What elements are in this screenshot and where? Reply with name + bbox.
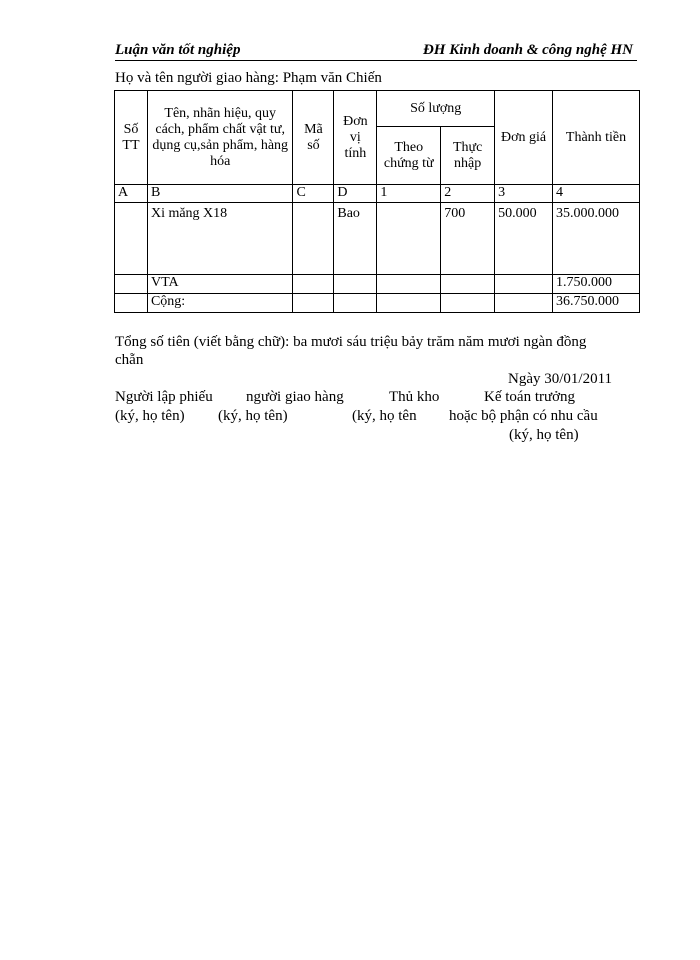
signature-note-preparer: (ký, họ tên) (115, 408, 185, 424)
column-code: D (334, 185, 377, 203)
signature-title-preparer: Người lập phiếu (115, 389, 213, 405)
item-price: 50.000 (495, 203, 553, 275)
amount-in-words: Tổng số tiên (viết bằng chữ): ba mươi sáu triệu bảy trăm năm mươi ngàn đồng chẵn (115, 334, 587, 368)
header-item-name: Tên, nhãn hiệu, quy cách, phẩm chất vật tư, dụng cụ,sản phẩm, hàng hóa (147, 91, 293, 185)
column-code: A (115, 185, 148, 203)
goods-receipt-table (114, 90, 640, 313)
sum-label: Cộng: (147, 294, 293, 313)
item-stt (115, 203, 148, 275)
header-price: Đơn giá (495, 91, 553, 185)
deliverer-name: Họ và tên người giao hàng: Phạm văn Chiến (115, 70, 382, 86)
column-code: 1 (377, 185, 441, 203)
item-code (293, 203, 334, 275)
signature-title-storekeeper: Thủ kho (389, 389, 440, 405)
header-quantity: Số lượng (377, 91, 495, 127)
sum-total: 36.750.000 (553, 294, 640, 313)
vat-label: VTA (147, 275, 293, 294)
item-name: Xi măng X18 (147, 203, 293, 275)
header-total: Thành tiền (553, 91, 640, 185)
item-qty-document (377, 203, 441, 275)
header-qty-actual: Thực nhập (441, 127, 495, 185)
table-row (115, 275, 640, 294)
signature-title-deliverer: người giao hàng (246, 389, 344, 405)
header-stt: Số TT (115, 91, 148, 185)
item-unit: Bao (334, 203, 377, 275)
column-code: 2 (441, 185, 495, 203)
table-row (115, 294, 640, 313)
signature-note-deliverer: (ký, họ tên) (218, 408, 288, 424)
item-total: 35.000.000 (553, 203, 640, 275)
column-code: C (293, 185, 334, 203)
column-code: B (147, 185, 293, 203)
signature-note-final: (ký, họ tên) (509, 427, 579, 443)
item-qty-actual: 700 (441, 203, 495, 275)
signature-note-storekeeper: (ký, họ tên (352, 408, 417, 424)
column-code-row (115, 185, 640, 203)
header-qty-document: Theo chứng từ (377, 127, 441, 185)
header-unit: Đơn vị tính (334, 91, 377, 185)
header-code: Mã số (293, 91, 334, 185)
signature-note-chief-accountant: hoặc bộ phận có nhu cầu (449, 408, 598, 424)
header-university: ĐH Kinh doanh & công nghệ HN (422, 42, 633, 58)
column-code: 3 (495, 185, 553, 203)
table-row (115, 203, 640, 275)
vat-total: 1.750.000 (553, 275, 640, 294)
page-header (115, 40, 637, 61)
signature-title-chief-accountant: Kế toán trưởng (484, 389, 576, 405)
column-code: 4 (553, 185, 640, 203)
signing-date: Ngày 30/01/2011 (508, 371, 613, 387)
header-thesis-title: Luận văn tốt nghiệp (115, 42, 241, 58)
